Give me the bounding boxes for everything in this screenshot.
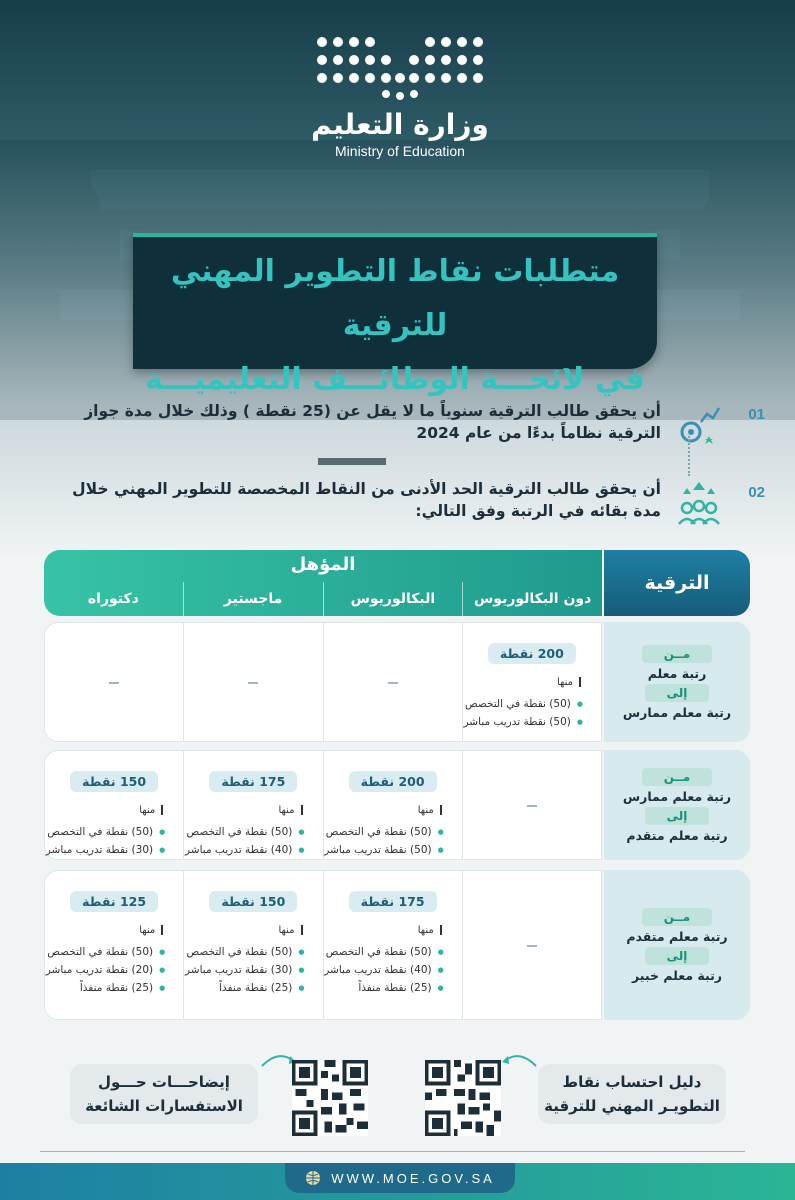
footer-divider	[40, 1151, 745, 1152]
points-badge: 200 نقطة	[349, 771, 437, 792]
qualification-header	[44, 550, 602, 616]
to-rank: رتبة معلم خبير	[632, 967, 722, 983]
logo-english-text: Ministry of Education	[335, 143, 465, 159]
promotion-header: الترقية	[604, 550, 750, 616]
faq-link-line-1: إيضاحـــات حـــول	[98, 1073, 230, 1091]
breakdown-item: ● (50) نقطة في التخصص	[324, 823, 444, 841]
to-label: إلى	[645, 947, 710, 965]
empty-dash	[527, 805, 537, 807]
table-cell	[462, 623, 601, 741]
requirement-text: أن يحقق طالب الترقية الحد الأدنى من النقاط المخصصة للتطوير المهني خلال مدة بقائه في الرتبة وفق التالي:	[72, 480, 661, 520]
column-header: دون البكالوريوس	[462, 582, 602, 616]
points-badge: 175 نقطة	[349, 891, 437, 912]
ministry-logo	[300, 32, 500, 172]
empty-dash	[109, 682, 119, 684]
to-rank: رتبة معلم متقدم	[626, 827, 728, 843]
logo-dots-icon	[310, 32, 490, 102]
table-cell	[462, 871, 601, 1019]
guide-link-line-1: دليل احتساب نقاط	[562, 1073, 702, 1091]
faq-link[interactable]	[70, 1064, 258, 1124]
to-label: إلى	[645, 684, 710, 702]
breakdown-item: ● (50) نقطة تدريب مباشر	[324, 841, 444, 859]
logo-arabic-text: وزارة التعليم	[311, 108, 489, 141]
promotion-cell	[604, 622, 750, 742]
of-which-label: منها	[139, 925, 163, 936]
points-breakdown	[324, 943, 444, 997]
points-breakdown	[324, 823, 444, 859]
breakdown-item: ● (40) نقطة تدريب مباشر	[185, 841, 305, 859]
guide-link[interactable]	[538, 1064, 726, 1124]
promotion-cell	[604, 750, 750, 860]
guide-link-line-2: التطويـر المهني للترقية	[544, 1097, 720, 1115]
column-header: ماجستير	[183, 582, 323, 616]
points-breakdown	[46, 943, 166, 997]
gear-growth-icon	[675, 400, 723, 448]
breakdown-item: ● (30) نقطة تدريب مباشر	[185, 961, 305, 979]
from-rank: رتبة معلم ممارس	[622, 788, 732, 804]
from-label: مــن	[642, 768, 712, 786]
breakdown-item: ● (50) نقطة في التخصص	[464, 695, 584, 713]
to-rank: رتبة معلم ممارس	[622, 704, 732, 720]
globe-icon	[305, 1170, 321, 1186]
from-label: مــن	[642, 908, 712, 926]
qualification-columns	[44, 582, 602, 616]
table-cell	[45, 623, 183, 741]
breakdown-item: ● (20) نقطة تدريب مباشر	[46, 961, 166, 979]
points-badge: 175 نقطة	[209, 771, 297, 792]
breakdown-item: ● (25) نقطة منفذاً	[185, 979, 305, 997]
points-breakdown	[46, 823, 166, 859]
team-growth-icon	[675, 478, 723, 526]
qualification-title: المؤهل	[290, 554, 356, 575]
breakdown-item: ● (50) نقطة في التخصص	[324, 943, 444, 961]
of-which-label: منها	[278, 925, 302, 936]
page-title-line-1: متطلبات نقاط التطوير المهني للترقية	[170, 254, 620, 343]
empty-dash	[527, 945, 537, 947]
table-row	[44, 750, 750, 860]
breakdown-item: ● (25) نقطة منفذاً	[324, 979, 444, 997]
faq-link-line-2: الاستفسارات الشائعة	[85, 1097, 243, 1115]
points-badge: 125 نقطة	[70, 891, 158, 912]
column-header: البكالوريوس	[323, 582, 463, 616]
points-breakdown	[464, 695, 584, 731]
from-rank: رتبة معلم	[647, 665, 707, 681]
of-which-label: منها	[139, 805, 163, 816]
of-which-label: منها	[418, 925, 442, 936]
points-badge: 200 نقطة	[488, 643, 576, 664]
table-row	[44, 870, 750, 1020]
highlight-bar	[318, 458, 386, 465]
empty-dash	[248, 682, 258, 684]
table-header	[44, 550, 750, 616]
page-title-box	[133, 233, 657, 397]
breakdown-item: ● (50) نقطة في التخصص	[185, 823, 305, 841]
qualification-cells	[44, 622, 602, 742]
of-which-label: منها	[557, 677, 581, 688]
table-cell	[45, 871, 183, 1019]
breakdown-item: ● (50) نقطة في التخصص	[46, 823, 166, 841]
points-breakdown	[185, 943, 305, 997]
points-breakdown	[185, 823, 305, 859]
to-label: إلى	[645, 807, 710, 825]
empty-dash	[388, 682, 398, 684]
curved-arrow-icon	[500, 1050, 540, 1070]
footer-website[interactable]	[285, 1163, 515, 1193]
points-badge: 150 نقطة	[70, 771, 158, 792]
requirement-number: 01	[748, 406, 765, 423]
breakdown-item: ● (25) نقطة منفذاً	[46, 979, 166, 997]
table-cell	[462, 751, 601, 859]
of-which-label: منها	[278, 805, 302, 816]
page-title-line-2: في لائحـــة الوظائـــف التعليميـــة	[145, 362, 645, 397]
table-cell	[323, 623, 462, 741]
table-cell	[323, 751, 462, 859]
from-label: مــن	[642, 645, 712, 663]
breakdown-item: ● (40) نقطة تدريب مباشر	[324, 961, 444, 979]
table-cell	[183, 623, 322, 741]
breakdown-item: ● (30) نقطة تدريب مباشر	[46, 841, 166, 859]
qualification-cells	[44, 750, 602, 860]
requirement-text: أن يحقق طالب الترقية سنوياً ما لا يقل عن (25 نقطة ) وذلك خلال مدة جواز الترقية نظاماً بدءًا من عام 2024	[84, 402, 661, 442]
website-url: WWW.MOE.GOV.SA	[331, 1170, 495, 1186]
breakdown-item: ● (50) نقطة تدريب مباشر	[464, 713, 584, 731]
table-cell	[323, 871, 462, 1019]
points-badge: 150 نقطة	[209, 891, 297, 912]
faq-qr-code[interactable]	[292, 1060, 368, 1136]
of-which-label: منها	[418, 805, 442, 816]
table-cell	[45, 751, 183, 859]
from-rank: رتبة معلم متقدم	[626, 928, 728, 944]
promotion-cell	[604, 870, 750, 1020]
requirement-number: 02	[748, 484, 765, 501]
table-row	[44, 622, 750, 742]
connector-line	[688, 436, 690, 476]
qualification-cells	[44, 870, 602, 1020]
requirement-1	[30, 400, 765, 460]
table-cell	[183, 871, 322, 1019]
table-cell	[183, 751, 322, 859]
breakdown-item: ● (50) نقطة في التخصص	[185, 943, 305, 961]
column-header: دكتوراه	[87, 591, 139, 607]
breakdown-item: ● (50) نقطة في التخصص	[46, 943, 166, 961]
guide-qr-code[interactable]	[425, 1060, 501, 1136]
requirement-2	[30, 478, 765, 528]
